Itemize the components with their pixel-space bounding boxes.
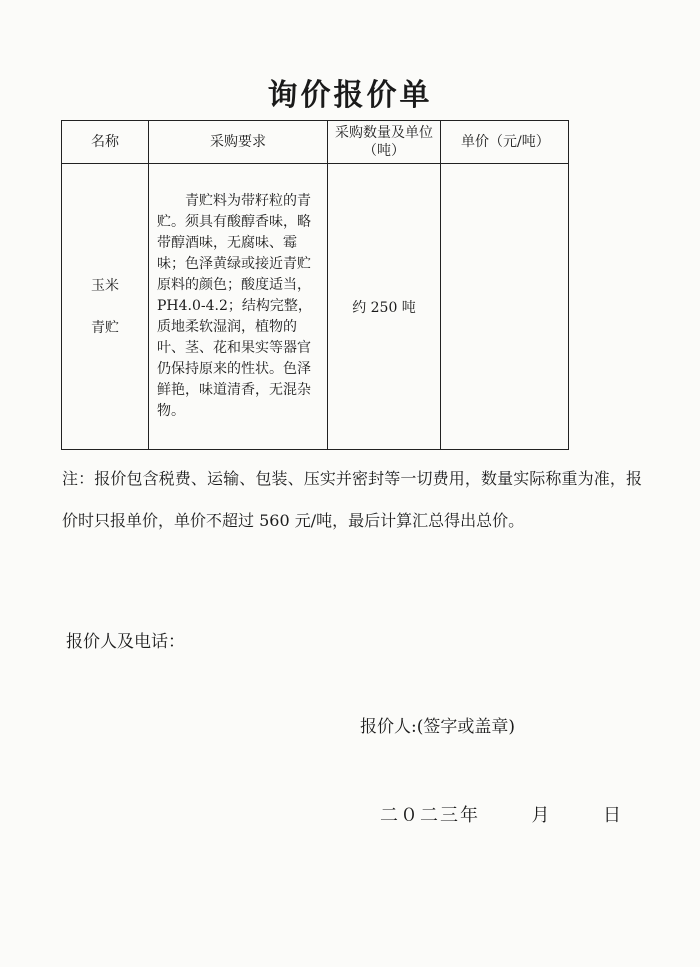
contact-label: 报价人及电话： [66,632,185,652]
date-line [380,801,623,827]
quotation-table [61,120,569,450]
header-unit-price: 单价（元/吨） [441,121,569,164]
date-month: 月 [531,805,552,826]
requirement-cell [149,164,328,450]
date-year: 二０二三年 [380,805,480,826]
table-header-row [62,121,569,164]
item-name-cell [62,164,149,450]
signature-label: 报价人:(签字或盖章) [360,717,515,737]
quantity-cell: 约 250 吨 [328,164,441,450]
page-title: 询价报价单 [267,78,433,113]
unit-price-cell[interactable] [441,164,569,450]
header-name: 名称 [62,121,149,164]
header-quantity: 采购数量及单位（吨） [328,121,441,164]
item-name-line2: 青贮 [91,319,119,336]
note-text: 注：报价包含税费、运输、包装、压实并密封等一切费用，数量实际称重为准，报价时只报单价，单价不超过 560 元/吨，最后计算汇总得出总价。 [62,469,642,530]
table-row [62,164,569,450]
date-day: 日 [602,805,623,826]
item-name-line1: 玉米 [91,277,119,294]
requirement-text: 青贮料为带籽粒的青贮。须具有酸醇香味，略带醇酒味，无腐味、霉味；色泽黄绿或接近青贮原料的颜色；酸度适当，PH4.0-4.2；结构完整，质地柔软湿润，植物的叶、茎、花和果实等器官仍保持原来的性状。色泽鲜艳，味道清香，无混杂物。 [157,193,312,419]
header-requirement: 采购要求 [149,121,328,164]
